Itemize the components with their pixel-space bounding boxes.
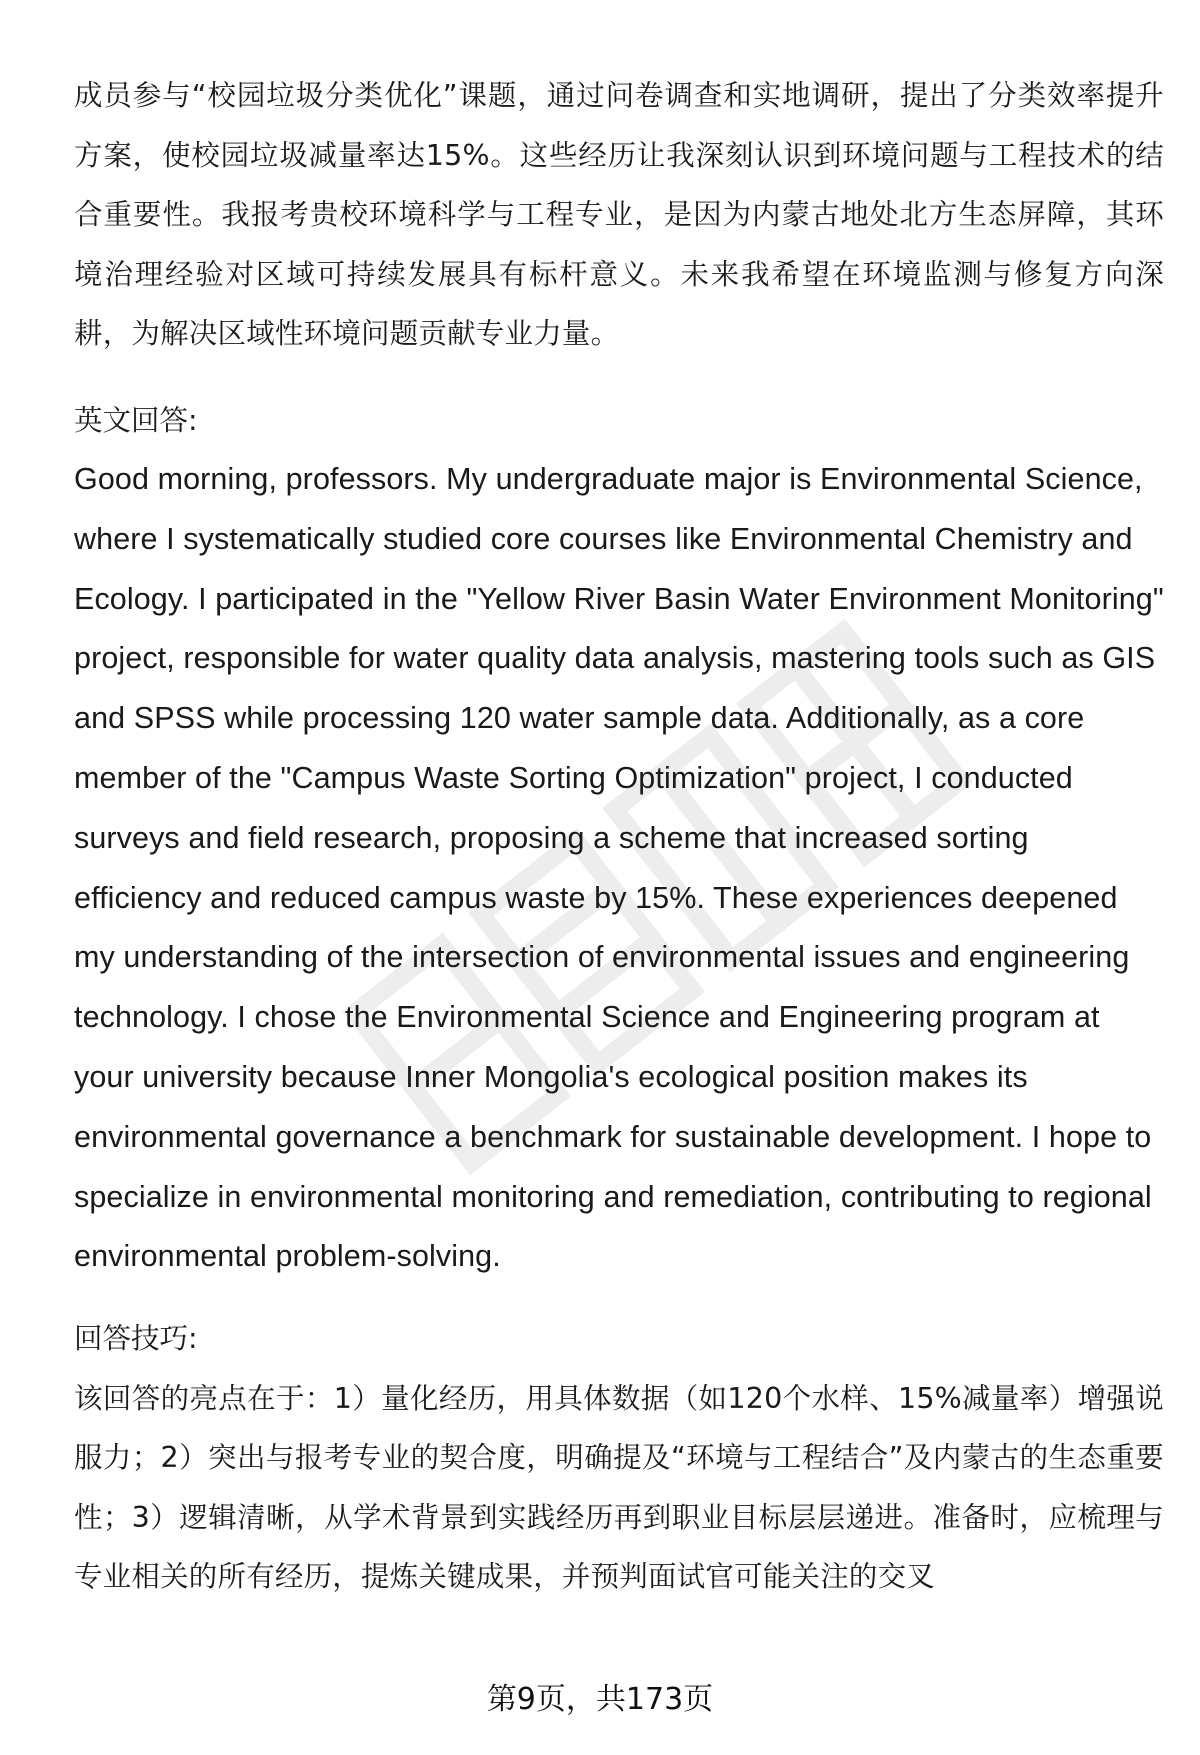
- english-answer-paragraph: Good morning, professors. My undergraduate major is Environmental Science, where I systematically studied core courses like Environmental Chemistry and Ecology. I participated in the "Yellow River Basin Water Environment Monitoring" project, responsible for water quality data analysis, mastering tools such as GIS and SPSS while processing 120 water sample data. Additionally, as a core member of the "Campus Waste Sorting Optimization" project, I conducted surveys and field research, proposing a scheme that increased sorting efficiency and reduced campus waste by 15%. These experiences deepened my understanding of the intersection of environmental issues and engineering technology. I chose the Environmental Science and Engineering program at your university because Inner Mongolia's ecological position makes its environmental governance a benchmark for sustainable development. I hope to specialize in environmental monitoring and remediation, contributing to regional environmental problem-solving.: [74, 462, 1164, 1274]
- tips-paragraph: 该回答的亮点在于：1）量化经历，用具体数据（如120个水样、15%减量率）增强说服力；2）突出与报考专业的契合度，明确提及“环境与工程结合”及内蒙古的生态重要性；3）逻辑清晰，从学术背景到实践经历再到职业目标层层递进。准备时，应梳理与专业相关的所有经历，提炼关键成果，并预判面试官可能关注的交叉: [74, 1381, 1164, 1594]
- document-page: [74, 66, 1164, 1607]
- intro-paragraph: 成员参与“校园垃圾分类优化”课题，通过问卷调查和实地调研，提出了分类效率提升方案，使校园垃圾减量率达15%。这些经历让我深刻认识到环境问题与工程技术的结合重要性。我报考贵校环境科学与工程专业，是因为内蒙古地处北方生态屏障，其环境治理经验对区域可持续发展具有标杆意义。未来我希望在环境监测与修复方向深耕，为解决区域性环境问题贡献专业力量。: [74, 79, 1164, 350]
- page-number: 第9页，共173页: [486, 1682, 714, 1717]
- english-answer-heading: 英文回答:: [74, 403, 198, 437]
- tips-heading: 回答技巧:: [74, 1322, 198, 1356]
